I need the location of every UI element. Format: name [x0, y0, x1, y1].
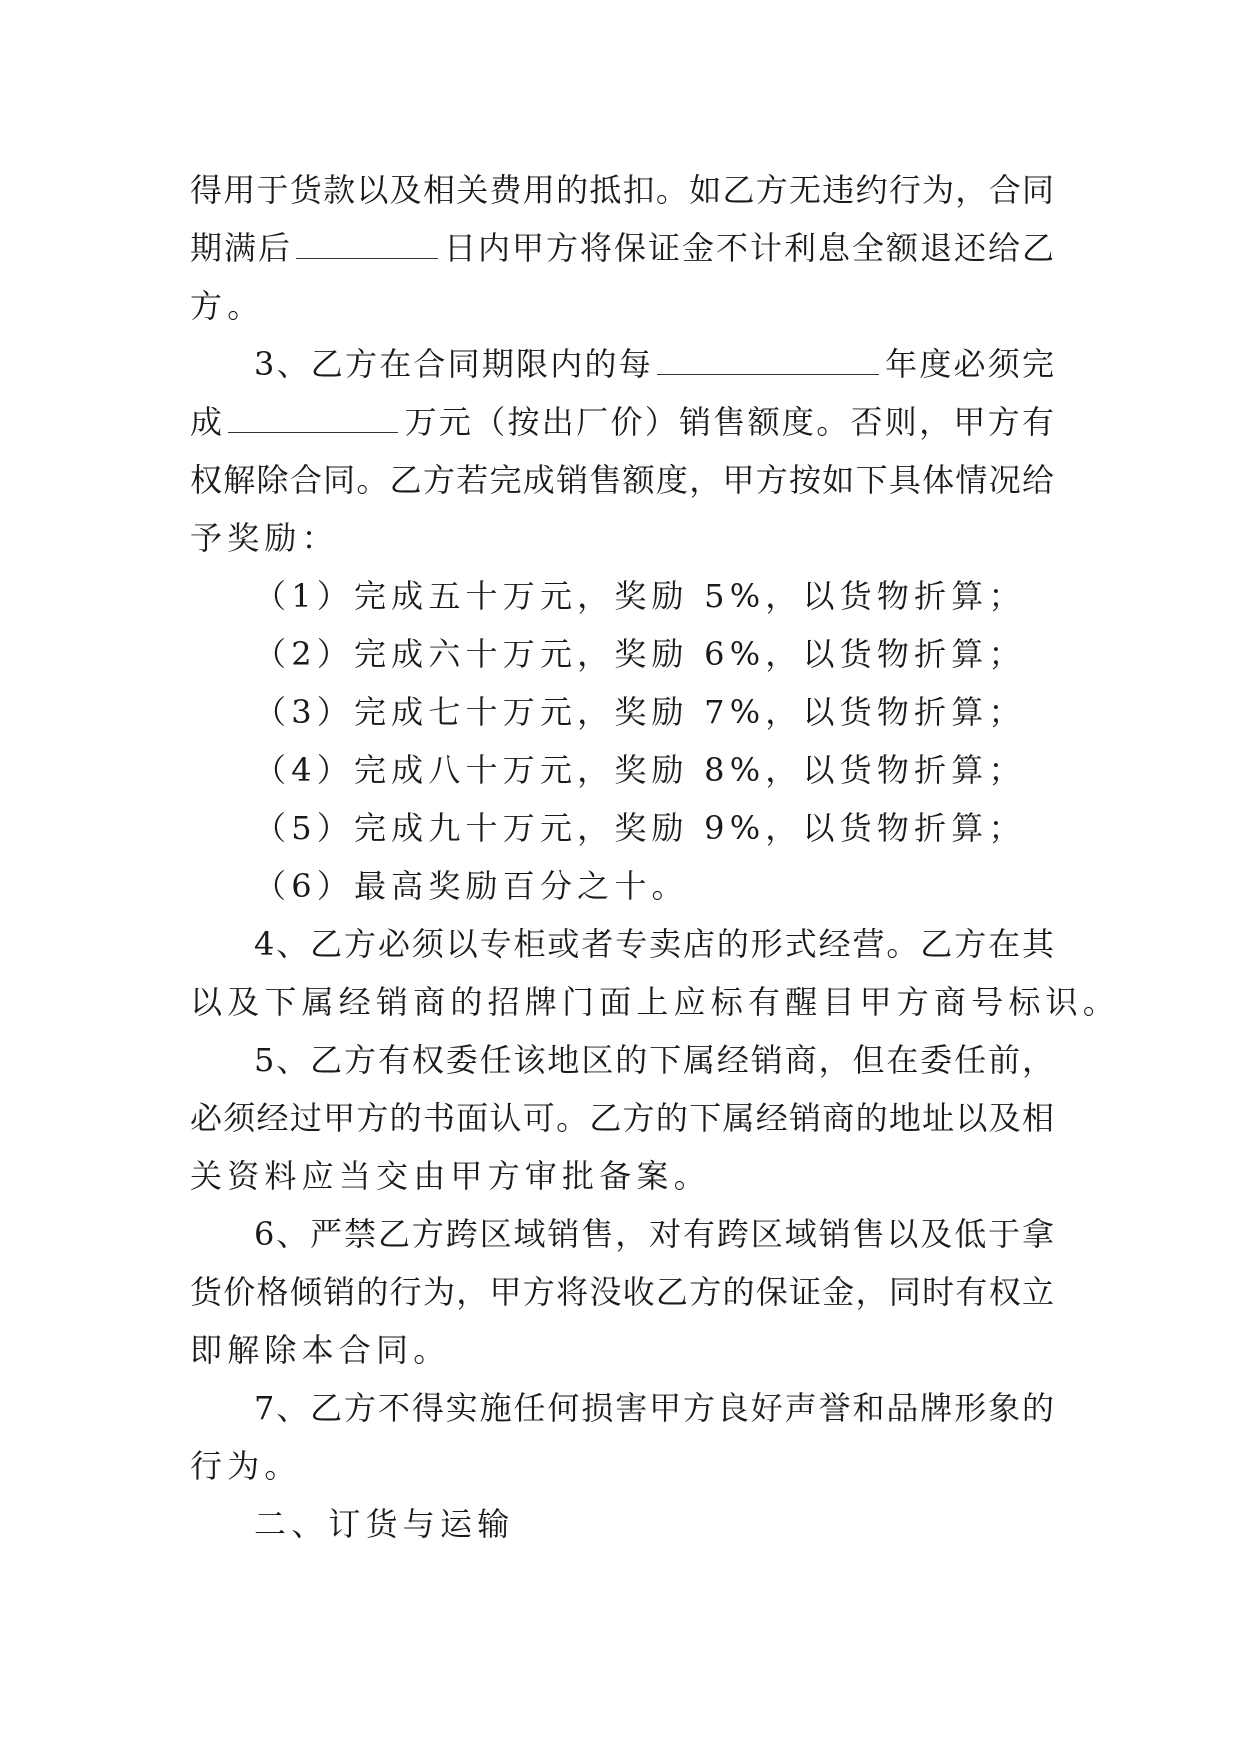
- clause-6-line-1: 6、严禁乙方跨区域销售，对有跨区域销售以及低于拿: [254, 1215, 1054, 1253]
- clause-3-line-3: 权解除合同。乙方若完成销售额度，甲方按如下具体情况给: [190, 461, 1054, 499]
- reward-item: （2）完成六十万元，奖励 6%，以货物折算；: [254, 635, 1026, 673]
- clause-3-line-1-post: 年度必须完: [882, 345, 1054, 383]
- clause-4-line-1: 4、乙方必须以专柜或者专卖店的形式经营。乙方在其: [254, 925, 1054, 963]
- fill-blank-amount: [228, 402, 398, 433]
- reward-item: （6）最高奖励百分之十。: [254, 867, 689, 905]
- clause-2-line-2-post: 日内甲方将保证金不计利息全额退还给乙: [442, 229, 1054, 267]
- clause-2-line-1: 得用于货款以及相关费用的抵扣。如乙方无违约行为，合同: [190, 171, 1054, 209]
- clause-6-line-3: 即解除本合同。: [190, 1331, 451, 1369]
- clause-5-line-3: 关资料应当交由甲方审批备案。: [190, 1157, 711, 1195]
- section-heading: 二、订货与运输: [254, 1505, 515, 1543]
- clause-7-line-2: 行为。: [190, 1447, 302, 1485]
- clause-6-line-2: 货价格倾销的行为，甲方将没收乙方的保证金，同时有权立: [190, 1273, 1054, 1311]
- reward-item: （5）完成九十万元，奖励 9%，以货物折算；: [254, 809, 1026, 847]
- clause-3-line-1-pre: 3、乙方在合同期限内的每: [254, 345, 653, 383]
- clause-4-line-2: 以及下属经销商的招牌门面上应标有醒目甲方商号标识。: [190, 983, 1121, 1021]
- fill-blank-days: [296, 228, 438, 259]
- reward-item: （1）完成五十万元，奖励 5%，以货物折算；: [254, 577, 1026, 615]
- reward-item: （3）完成七十万元，奖励 7%，以货物折算；: [254, 693, 1026, 731]
- clause-5-line-2: 必须经过甲方的书面认可。乙方的下属经销商的地址以及相: [190, 1099, 1054, 1137]
- clause-3-line-2-post: 万元（按出厂价）销售额度。否则，甲方有: [402, 403, 1054, 441]
- clause-5-line-1: 5、乙方有权委任该地区的下属经销商，但在委任前，: [254, 1041, 1054, 1079]
- clause-3-line-2: [190, 402, 1054, 442]
- clause-3-line-1: [254, 344, 1054, 384]
- clause-3-line-4: 予奖励：: [190, 519, 339, 557]
- clause-2-line-2: [190, 228, 1054, 268]
- fill-blank-year: [657, 344, 879, 375]
- clause-2-line-3: 方。: [190, 287, 265, 325]
- clause-2-line-2-pre: 期满后: [190, 229, 292, 267]
- reward-item: （4）完成八十万元，奖励 8%，以货物折算；: [254, 751, 1026, 789]
- clause-7-line-1: 7、乙方不得实施任何损害甲方良好声誉和品牌形象的: [254, 1389, 1054, 1427]
- clause-3-line-2-pre: 成: [190, 403, 225, 441]
